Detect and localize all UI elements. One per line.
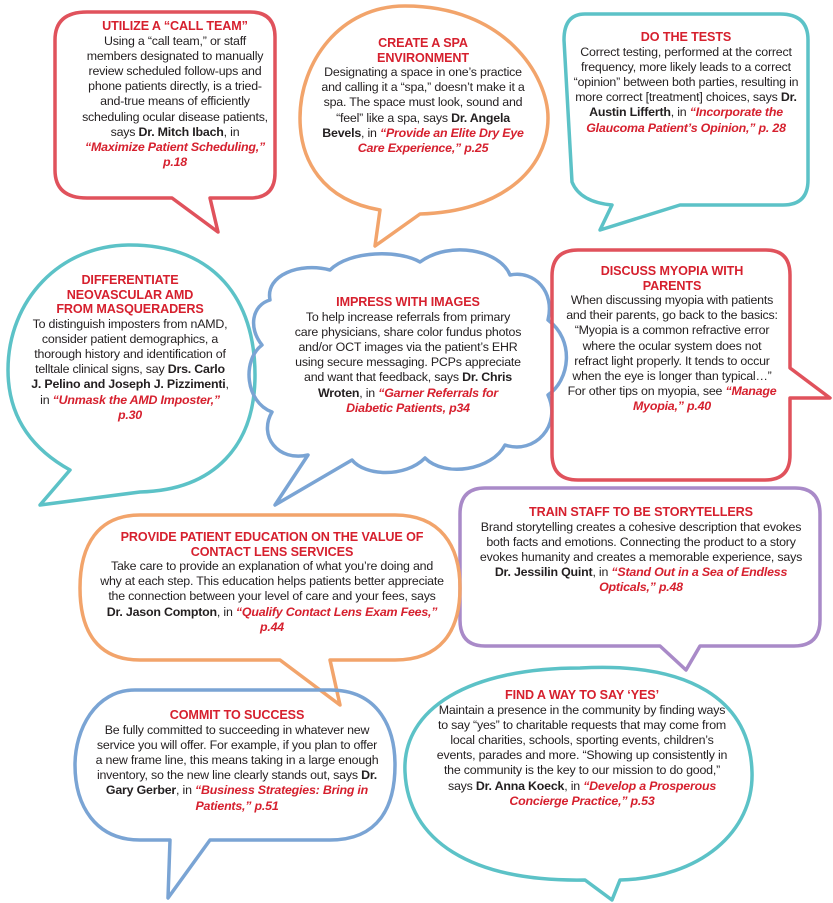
tip-call-team-sep: , in: [223, 124, 240, 139]
tip-amd-body: To distinguish imposters from nAMD, consider patient demographics, a thorough history and identification of telltale clinical signs, say: [32, 316, 228, 377]
tip-tests-title: DO THE TESTS: [640, 30, 732, 44]
tip-spa-title: CREATE A SPA ENVIRONMENT: [377, 36, 469, 65]
tip-amd: [30, 273, 230, 423]
tip-storytellers-article: “Stand Out in a Sea of Endless Opticals,” p.48: [599, 565, 788, 595]
tip-call-team-author: Dr. Mitch Ibach: [138, 124, 224, 139]
tip-tests-body: Correct testing, performed at the correct frequency, more likely leads to a correct “opinion” between both parties, resulting in more correct [treatment] choices, says: [573, 44, 799, 105]
tip-myopia-title: DISCUSS MYOPIA WITH PARENTS: [600, 264, 744, 293]
tip-success: [94, 708, 380, 814]
tip-myopia-article: “Manage Myopia,” p.40: [633, 384, 777, 414]
tip-success-title: COMMIT TO SUCCESS: [169, 708, 305, 722]
tip-amd-author: Drs. Carlo J. Pelino and Joseph J. Pizzimenti: [31, 362, 226, 392]
tip-success-author: Dr. Gary Gerber: [105, 768, 378, 798]
tip-tests: [572, 30, 800, 136]
tip-yes: [436, 688, 728, 809]
tip-success-article: “Business Strategies: Bring in Patients,” p.51: [195, 783, 369, 813]
tip-yes-author: Dr. Anna Koeck: [475, 778, 565, 793]
tip-yes-title: FIND A WAY TO SAY ‘YES’: [504, 688, 659, 702]
tip-images-title: IMPRESS WITH IMAGES: [336, 295, 480, 309]
tip-education: [100, 530, 444, 635]
tip-education-author: Dr. Jason Compton: [106, 604, 217, 619]
tip-education-sep: , in: [216, 604, 236, 619]
tip-images-author: Dr. Chris Wroten: [318, 370, 512, 400]
tip-storytellers-sep: , in: [592, 565, 612, 580]
tip-call-team: [80, 19, 270, 170]
tip-spa-sep: , in: [361, 125, 380, 140]
tip-yes-article: “Develop a Prosperous Concierge Practice,” p.53: [509, 778, 717, 808]
tip-storytellers: [476, 505, 806, 596]
tip-images: [294, 295, 522, 416]
tip-education-body: Take care to provide an explanation of what you’re doing and why at each step. This education helps patients better appreciate the connection between your level of care and your fees, says: [100, 559, 444, 604]
tip-amd-sep: , in: [40, 377, 229, 407]
tip-amd-title: DIFFERENTIATE NEOVASCULAR AMD FROM MASQUERADERS: [56, 273, 204, 316]
tip-spa: [320, 36, 526, 156]
tip-success-body: Be fully committed to succeeding in whatever new service you will offer. For example, if you plan to offer a new frame line, this means taking in a large enough inventory, so the new line clearly stands out, says: [95, 722, 379, 783]
tip-spa-article: “Provide an Elite Dry Eye Care Experience,” p.25: [357, 125, 524, 156]
tip-storytellers-title: TRAIN STAFF TO BE STORYTELLERS: [529, 505, 753, 519]
tip-tests-sep: , in: [670, 105, 690, 120]
tip-myopia: [566, 264, 778, 415]
tip-success-sep: , in: [176, 783, 196, 798]
tip-call-team-title: UTILIZE A “CALL TEAM”: [102, 19, 248, 33]
tip-spa-body: Designating a space in one’s practice and calling it a “spa,” doesn’t make it a spa. The space must look, sound and “feel” like a spa, says: [321, 65, 525, 125]
tip-tests-article: “Incorporate the Glaucoma Patient’s Opinion,” p. 28: [586, 105, 786, 135]
tip-call-team-article: “Maximize Patient Scheduling,” p.18: [85, 139, 265, 170]
tip-yes-body: Maintain a presence in the community by finding ways to say “yes” to charitable requests that may come from local charities, schools, sporting events, children’s events, parades and more. “Showing up consistently in the community is the key to our mission to do good,” says: [436, 702, 728, 793]
tip-education-title: PROVIDE PATIENT EDUCATION ON THE VALUE OF CONTACT LENS SERVICES: [120, 530, 424, 559]
tip-education-article: “Qualify Contact Lens Exam Fees,” p.44: [235, 604, 438, 634]
tip-myopia-body: When discussing myopia with patients and their parents, go back to the basics: “Myopia is a common refractive error where the ocular system does not refract light properly. It tends to occur when the eye is longer than typical…” For other tips on myopia, see: [566, 293, 778, 399]
tip-images-body: To help increase referrals from primary care physicians, share color fundus photos and/or OCT images via the patient’s EHR using secure messaging. PCPs appreciate and want that feedback, says: [294, 309, 522, 385]
tip-storytellers-author: Dr. Jessilin Quint: [494, 565, 593, 580]
tip-spa-author: Dr. Angela Bevels: [322, 110, 510, 140]
tip-yes-sep: , in: [564, 778, 584, 793]
tip-storytellers-body: Brand storytelling creates a cohesive description that evokes both facts and emotions. Connecting the product to a story evokes humanity and creates a memorable experience, says: [479, 519, 803, 564]
tip-amd-article: “Unmask the AMD Imposter,” p.30: [52, 392, 220, 422]
tip-images-article: “Garner Referrals for Diabetic Patients, p34: [346, 385, 498, 415]
tip-images-sep: , in: [359, 385, 379, 400]
tip-tests-author: Dr. Austin Lifferth: [589, 90, 797, 120]
tip-call-team-body: Using a “call team,” or staff members designated to manually review scheduled follow-ups and phone patients directly, is a tried-and-true means of efficiently scheduling ocular disease patients, says: [82, 33, 268, 139]
